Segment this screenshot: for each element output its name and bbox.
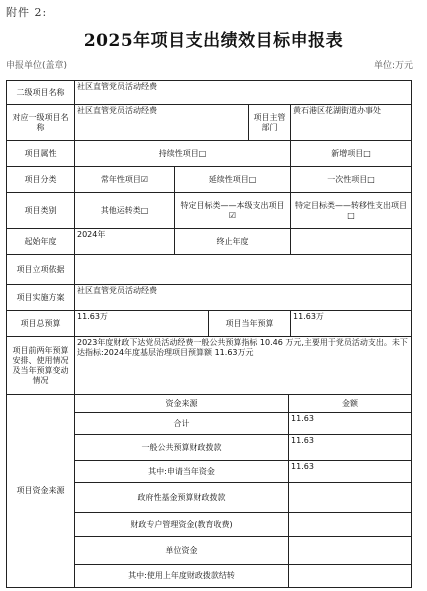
option-class-onetime: 一次性项目□: [290, 166, 412, 192]
fund-source-gov-fund: 政府性基金预算财政拨款: [74, 482, 288, 512]
label-start-year: 起始年度: [6, 228, 74, 254]
label-end-year: 终止年度: [174, 228, 290, 254]
option-attr-new: 新增项目□: [290, 140, 412, 166]
label-secondary-project: 二级项目名称: [6, 80, 74, 104]
label-total-budget: 项目总预算: [6, 310, 74, 336]
option-class-continued: 延续性项目□: [174, 166, 290, 192]
option-cat-operation: 其他运转类□: [74, 192, 174, 228]
label-basis: 项目立项依据: [6, 254, 74, 284]
unit-label: 单位:万元: [373, 61, 413, 71]
option-cat-local: 特定目标类——本级支出项目☑: [174, 192, 290, 228]
fund-source-total: 合计: [74, 412, 288, 434]
fund-amount-gov-fund: [288, 482, 412, 512]
label-funds: 项目资金来源: [6, 394, 74, 588]
label-plan: 项目实施方案: [6, 284, 74, 310]
fund-source-special-account: 财政专户管理资金(教育收费): [74, 512, 288, 536]
fund-amount-unit: [288, 536, 412, 564]
fund-amount-total: 11.63: [288, 412, 412, 434]
label-attr: 项目属性: [6, 140, 74, 166]
fund-source-carryover: 其中:使用上年度财政拨款结转: [74, 564, 288, 588]
fund-amount-carryover: [288, 564, 412, 588]
performance-goal-form: [6, 80, 412, 588]
value-end-year: [290, 228, 412, 254]
applicant-label: 申报单位(盖章): [6, 61, 68, 71]
fund-source-general: 一般公共预算财政拨款: [74, 434, 288, 460]
header-fund-amount: 金额: [288, 394, 412, 412]
option-attr-continuing: 持续性项目□: [74, 140, 290, 166]
label-category: 项目类别: [6, 192, 74, 228]
fund-source-current-year: 其中:申请当年资金: [74, 460, 288, 482]
label-history: 项目前两年预算安排、使用情况及当年预算变动情况: [6, 336, 74, 394]
label-dept: 项目主管部门: [248, 104, 290, 140]
value-year-budget: 11.63万: [290, 310, 412, 336]
value-plan: 社区直管党员活动经费: [74, 284, 412, 310]
fund-amount-general: 11.63: [288, 434, 412, 460]
value-dept: 黄石港区花湖街道办事处: [290, 104, 412, 140]
label-primary-project: 对应一级项目名称: [6, 104, 74, 140]
fund-source-unit: 单位资金: [74, 536, 288, 564]
header-fund-source: 资金来源: [74, 394, 288, 412]
option-class-annual: 常年性项目☑: [74, 166, 174, 192]
label-class: 项目分类: [6, 166, 74, 192]
value-total-budget: 11.63万: [74, 310, 208, 336]
value-primary-project: 社区直管党员活动经费: [74, 104, 248, 140]
value-history: 2023年度财政下达党员活动经费一般公共预算指标 10.46 万元,主要用于党员活动支出。未下达指标:2024年度基层治理项目预算额 11.63万元: [74, 336, 412, 394]
fund-amount-current-year: 11.63: [288, 460, 412, 482]
label-year-budget: 项目当年预算: [208, 310, 290, 336]
page-title: 2025年项目支出绩效目标申报表: [83, 31, 344, 51]
option-cat-transfer: 特定目标类——转移性支出项目□: [290, 192, 412, 228]
fund-amount-special-account: [288, 512, 412, 536]
value-basis: [74, 254, 412, 284]
value-secondary-project: 社区直管党员活动经费: [74, 80, 412, 104]
value-start-year: 2024年: [74, 228, 174, 254]
attachment-label: 附件 2:: [6, 6, 48, 19]
